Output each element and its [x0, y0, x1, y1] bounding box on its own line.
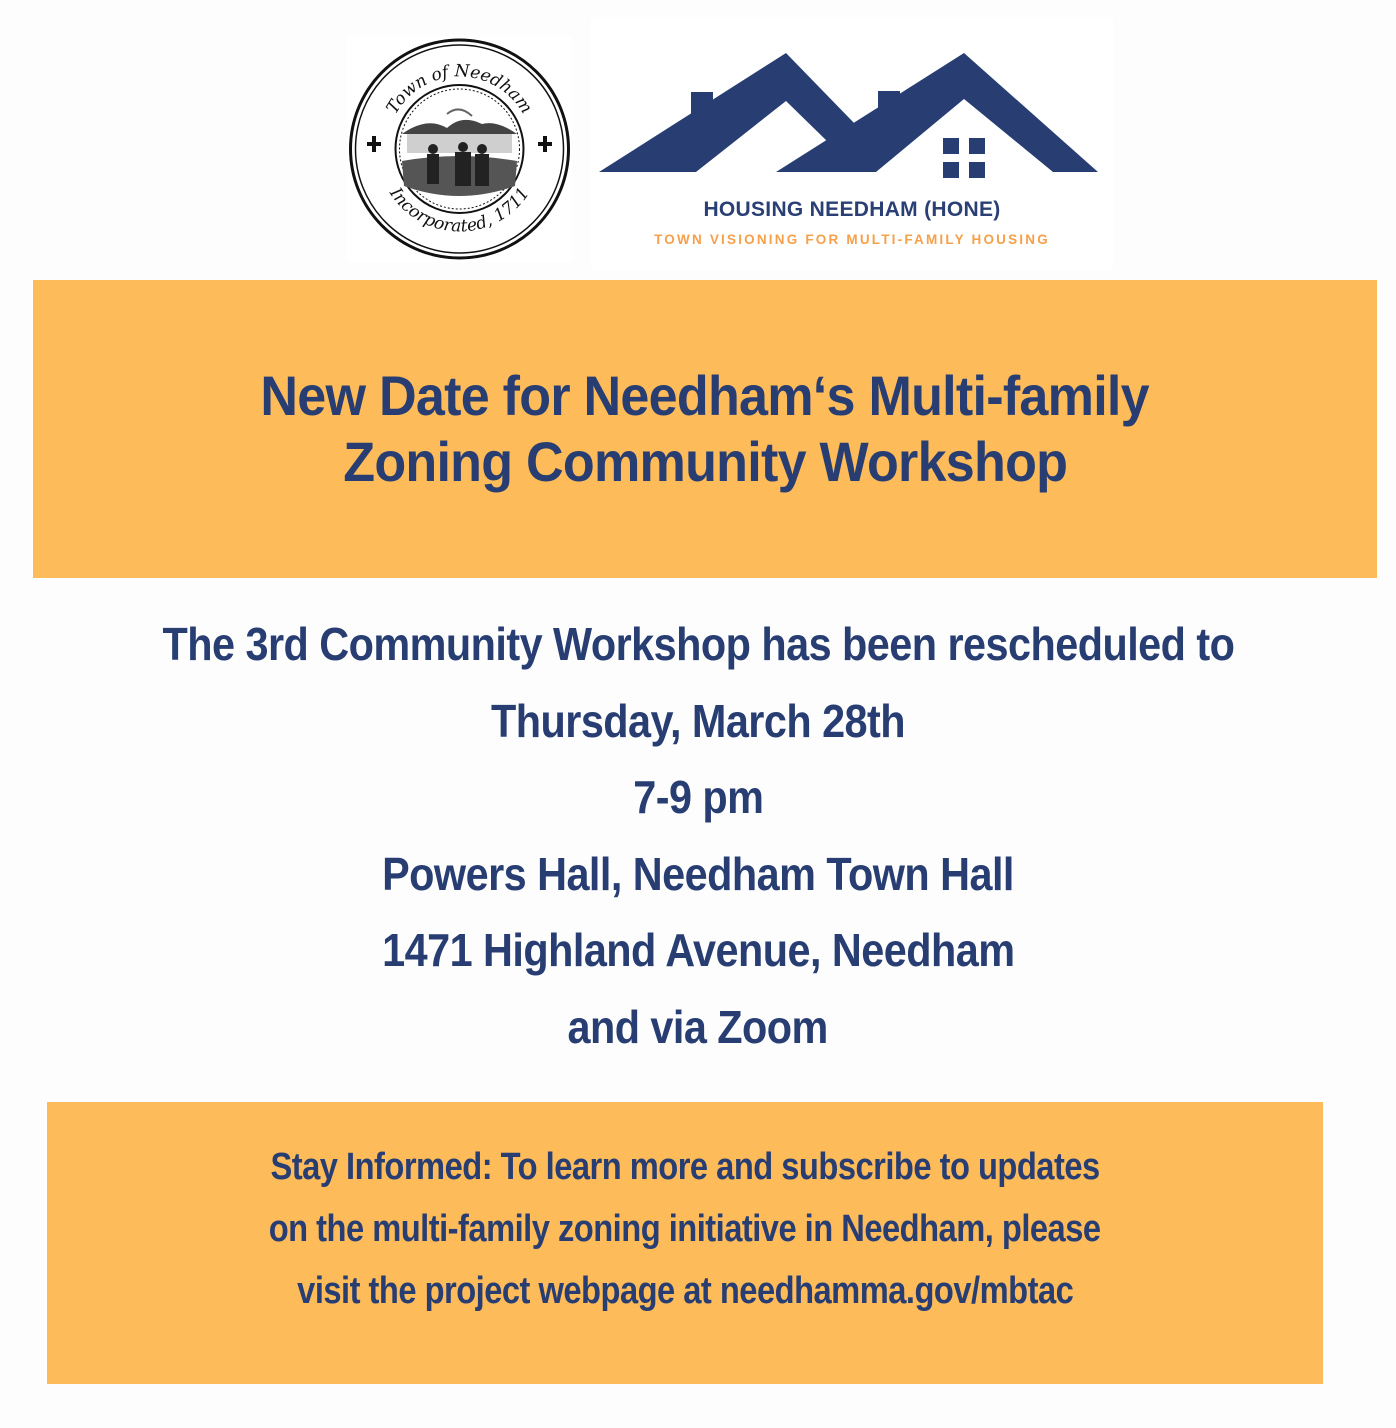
- event-details: [0, 606, 1396, 1065]
- headline-line-1: New Date for Needham‘s Multi-family: [260, 364, 1150, 427]
- event-address: 1471 Highland Avenue, Needham: [381, 924, 1015, 976]
- event-date: Thursday, March 28th: [490, 694, 906, 747]
- info-line-2: on the multi-family zoning initiative in Needham, please: [269, 1208, 1101, 1250]
- svg-text:Town of Needham: Town of Needham: [382, 61, 537, 118]
- hone-logo: [591, 17, 1113, 270]
- headline-line-2: Zoning Community Workshop: [343, 430, 1067, 493]
- event-remote-option: and via Zoom: [567, 1000, 829, 1053]
- info-line-1: Stay Informed: To learn more and subscribe to updates: [270, 1146, 1100, 1188]
- seal-emblem-icon: [347, 36, 572, 262]
- info-line-3-prefix: visit the project webpage at: [296, 1270, 720, 1312]
- svg-text:Incorporated, 1711: Incorporated, 1711: [385, 183, 534, 237]
- reschedule-notice: The 3rd Community Workshop has been rescheduled to: [162, 618, 1234, 670]
- headline-banner: [33, 280, 1377, 578]
- town-of-needham-seal: [347, 36, 572, 262]
- stay-informed-banner: [47, 1102, 1323, 1384]
- event-venue: Powers Hall, Needham Town Hall: [382, 847, 1014, 900]
- hone-tagline: TOWN VISIONING FOR MULTI-FAMILY HOUSING: [654, 232, 1050, 247]
- house-roofs-icon: [591, 17, 1113, 192]
- window-icon: [943, 138, 985, 178]
- event-time: 7-9 pm: [632, 771, 764, 823]
- hone-title: HOUSING NEEDHAM (HONE): [703, 198, 1001, 221]
- project-webpage-link[interactable]: needhamma.gov/mbtac: [719, 1270, 1074, 1312]
- info-line-3: [297, 1260, 1073, 1322]
